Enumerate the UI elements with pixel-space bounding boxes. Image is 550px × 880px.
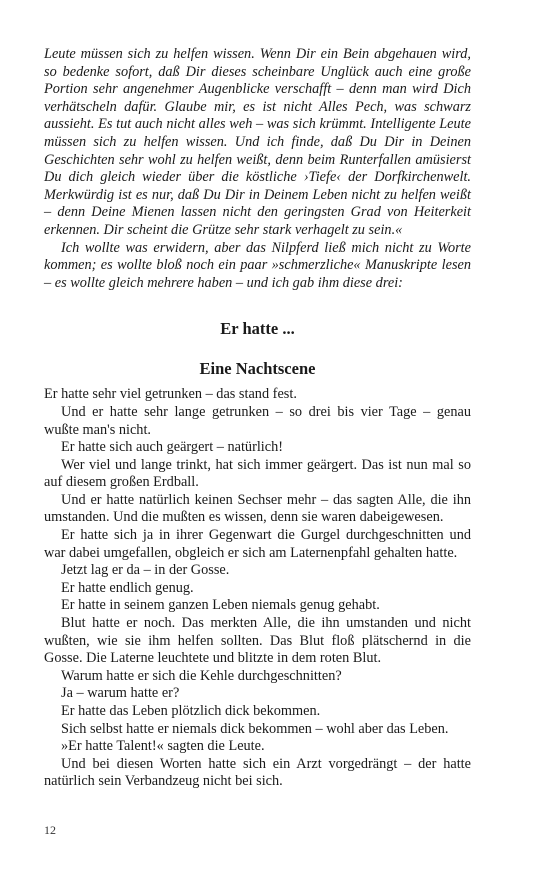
- story-paragraph: Er hatte sich auch geärgert – natürlich!: [61, 439, 284, 456]
- intro-paragraph: Leute müssen sich zu helfen wissen. Wenn Dir ein Bein abgehauen wird, so bedenke sofort, daß Dir dieses scheinbare Unglück auch eine große Portion sehr angenehmer Augenblicke verschafft – denn man wird Dich verhätscheln dafür. Glaube mir, es ist nicht Alles Pech, was schwarz aussieht. Es tut auch nicht alles weh – was sich krümmt. Intelligente Leute müssen sich zu helfen wissen. Und ich finde, daß Du Dir in Deinen Geschichten sehr wohl zu helfen weißt, denn beim Runterfallen amüsierst Du dich gleich wieder über die köstliche ›Tiefe‹ der Dorfkirchenwelt. Merkwürdig ist es nur, daß Du Dir in Deinem Leben nicht zu helfen weißt – denn Deine Mienen lassen nicht den geringsten Grad von Heiterkeit erkennen. Dir scheint die Grütze sehr stark verhagelt zu sein.«: [44, 46, 471, 238]
- story-paragraph: Und er hatte natürlich keinen Sechser mehr – das sagten Alle, die ihn umstanden. Und die mußten es wissen, denn sie waren dabeigewesen.: [44, 491, 471, 526]
- intro-paragraph: Ich wollte was erwidern, aber das Nilpferd ließ mich nicht zu Worte kommen; es wollte bloß noch ein paar »schmerzliche« Manuskripte lesen – es wollte gleich mehrere haben – und ich gab ihm diese drei:: [44, 239, 471, 291]
- story-paragraph: Er hatte das Leben plötzlich dick bekommen.: [61, 703, 321, 719]
- page-number: 12: [44, 823, 56, 837]
- story-paragraph: Und bei diesen Worten hatte sich ein Arzt vorgedrängt – der hatte natürlich sein Verbandzeug nicht bei sich.: [44, 755, 471, 790]
- story-paragraph: Und er hatte sehr lange getrunken – so drei bis vier Tage – genau wußte man's nicht.: [44, 403, 471, 438]
- chapter-subheading: Eine Nachtscene: [199, 359, 316, 379]
- story-paragraph: Er hatte sich ja in ihrer Gegenwart die Gurgel durchgeschnitten und war dabei umgefallen, obgleich er sich am Laternenpfahl gehalten hatte.: [44, 527, 471, 561]
- story-paragraph: Jetzt lag er da – in der Gosse.: [61, 562, 230, 579]
- story-paragraph: Er hatte endlich genug.: [61, 579, 194, 596]
- story-paragraph: Er hatte sehr viel getrunken – das stand fest.: [44, 386, 297, 403]
- story-paragraph: »Er hatte Talent!« sagten die Leute.: [61, 738, 265, 755]
- page-body: [44, 46, 471, 791]
- story-paragraph: Wer viel und lange trinkt, hat sich immer geärgert. Das ist nun mal so auf diesem großen Erdball.: [44, 456, 471, 491]
- chapter-heading: Er hatte ...: [220, 319, 295, 339]
- story-paragraph: Er hatte in seinem ganzen Leben niemals genug gehabt.: [61, 597, 380, 614]
- story-paragraph: Ja – warum hatte er?: [61, 685, 180, 702]
- story-paragraph: Sich selbst hatte er niemals dick bekommen – wohl aber das Leben.: [61, 720, 449, 737]
- story-paragraph: Warum hatte er sich die Kehle durchgeschnitten?: [61, 667, 342, 684]
- story-paragraph: Blut hatte er noch. Das merkten Alle, die ihn umstanden und nicht wußten, wie sie ihm helfen sollten. Das Blut floß plätschernd in die Gosse. Die Laterne leuchtete und blitzte in dem roten Blut.: [44, 615, 471, 667]
